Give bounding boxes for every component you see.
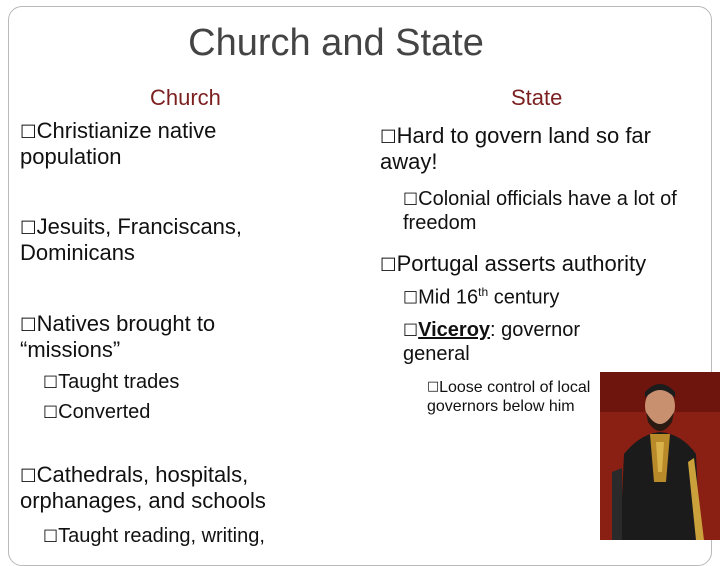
bullet-marker: □ bbox=[20, 465, 37, 485]
bullet-marker: □ bbox=[43, 401, 59, 420]
bullet-text-tail: century bbox=[488, 286, 560, 309]
church-subbullet-3 bbox=[43, 524, 265, 548]
bullet-marker: □ bbox=[427, 379, 440, 394]
bullet-text: : governor general bbox=[403, 319, 581, 365]
bullet-text: Converted bbox=[58, 401, 151, 423]
state-heading: State bbox=[511, 85, 563, 110]
bullet-marker: □ bbox=[20, 314, 37, 334]
state-subbullet-3 bbox=[403, 318, 638, 366]
bullet-text: Natives brought to “missions” bbox=[20, 311, 216, 363]
bullet-marker: □ bbox=[20, 217, 37, 237]
church-subbullet-1 bbox=[43, 370, 179, 394]
church-bullet-1 bbox=[20, 118, 320, 171]
bullet-text: Colonial officials have a lot of freedom bbox=[403, 188, 677, 234]
church-bullet-2 bbox=[20, 214, 320, 267]
state-bullet-1 bbox=[380, 123, 690, 176]
church-heading: Church bbox=[150, 85, 221, 110]
superscript: th bbox=[478, 285, 489, 299]
viceroy-term: Viceroy bbox=[418, 319, 491, 341]
church-subbullet-2 bbox=[43, 400, 150, 424]
slide-title: Church and State bbox=[188, 22, 484, 64]
church-bullet-4 bbox=[20, 462, 350, 515]
bullet-marker: □ bbox=[380, 254, 397, 274]
bullet-marker: □ bbox=[403, 286, 419, 306]
bullet-marker: □ bbox=[403, 188, 419, 207]
bullet-text: Cathedrals, hospitals, orphanages, and schools bbox=[20, 462, 266, 514]
bullet-marker: □ bbox=[20, 121, 37, 141]
state-bullet-2 bbox=[380, 251, 646, 277]
state-subbullet-2 bbox=[403, 285, 559, 310]
state-subbullet-1 bbox=[403, 187, 693, 235]
bullet-text: Hard to govern land so far away! bbox=[380, 123, 651, 175]
bullet-text: Portugal asserts authority bbox=[396, 251, 647, 276]
bullet-text: Taught trades bbox=[58, 371, 180, 393]
state-subsubbullet-1 bbox=[427, 378, 612, 416]
bullet-text: Christianize native population bbox=[20, 118, 217, 170]
bullet-marker: □ bbox=[380, 126, 397, 146]
viceroy-portrait bbox=[600, 372, 720, 540]
bullet-marker: □ bbox=[403, 319, 419, 338]
bullet-text: Taught reading, writing, bbox=[58, 525, 265, 547]
bullet-marker: □ bbox=[43, 525, 59, 544]
bullet-marker: □ bbox=[43, 371, 59, 390]
bullet-text: Loose control of local governors below him bbox=[427, 379, 591, 416]
bullet-text: Mid 16 bbox=[418, 286, 479, 309]
church-bullet-3 bbox=[20, 311, 290, 364]
bullet-text: Jesuits, Franciscans, Dominicans bbox=[20, 214, 243, 266]
